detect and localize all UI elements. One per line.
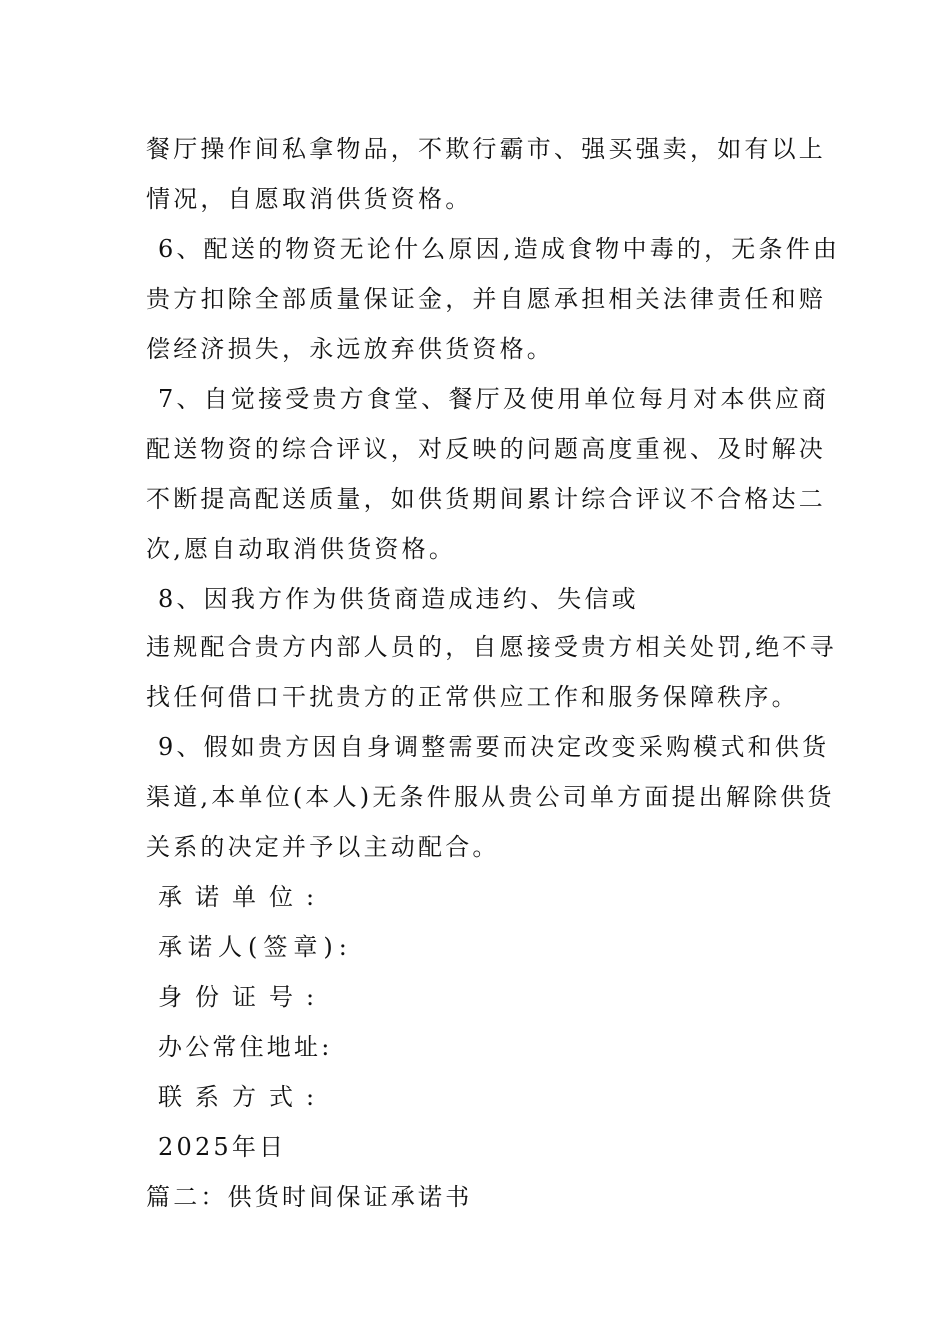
clause-9-line-2: 渠道,本单位(本人)无条件服从贵公司单方面提出解除供货 bbox=[146, 783, 835, 811]
clause-9-line-3: 关系的决定并予以主动配合。 bbox=[146, 833, 500, 861]
signature-signer-label: 承诺人(签章): bbox=[158, 933, 353, 961]
clause-7-line-4: 次,愿自动取消供货资格。 bbox=[146, 535, 457, 563]
clause-7-line-1: 7、自觉接受贵方食堂、餐厅及使用单位每月对本供应商 bbox=[158, 385, 830, 413]
signature-date: 2025年日 bbox=[158, 1133, 287, 1161]
clause-9-line-1: 9、假如贵方因自身调整需要而决定改变采购模式和供货 bbox=[158, 733, 830, 761]
clause-6-line-2: 贵方扣除全部质量保证金，并自愿承担相关法律责任和赔 bbox=[146, 285, 826, 313]
signature-address-label: 办公常住地址: bbox=[158, 1033, 333, 1061]
body-line-1: 餐厅操作间私拿物品，不欺行霸市、强买强卖，如有以上 bbox=[146, 135, 826, 163]
clause-6-line-1: 6、配送的物资无论什么原因,造成食物中毒的，无条件由 bbox=[158, 235, 841, 263]
clause-7-line-3: 不断提高配送质量，如供货期间累计综合评议不合格达二 bbox=[146, 485, 826, 513]
clause-6-line-3: 偿经济损失，永远放弃供货资格。 bbox=[146, 335, 554, 363]
signature-id-label: 身份证号: bbox=[158, 983, 328, 1011]
signature-contact-label: 联系方式: bbox=[158, 1083, 328, 1111]
next-section-title: 篇二：供货时间保证承诺书 bbox=[146, 1183, 473, 1211]
clause-8-line-1: 8、因我方作为供货商造成违约、失信或 bbox=[158, 585, 639, 613]
clause-8-line-2: 违规配合贵方内部人员的，自愿接受贵方相关处罚,绝不寻 bbox=[146, 633, 837, 661]
body-line-2: 情况，自愿取消供货资格。 bbox=[146, 185, 473, 213]
clause-7-line-2: 配送物资的综合评议，对反映的问题高度重视、及时解决 bbox=[146, 435, 826, 463]
signature-unit-label: 承诺单位: bbox=[158, 883, 328, 911]
clause-8-line-3: 找任何借口干扰贵方的正常供应工作和服务保障秩序。 bbox=[146, 683, 799, 711]
